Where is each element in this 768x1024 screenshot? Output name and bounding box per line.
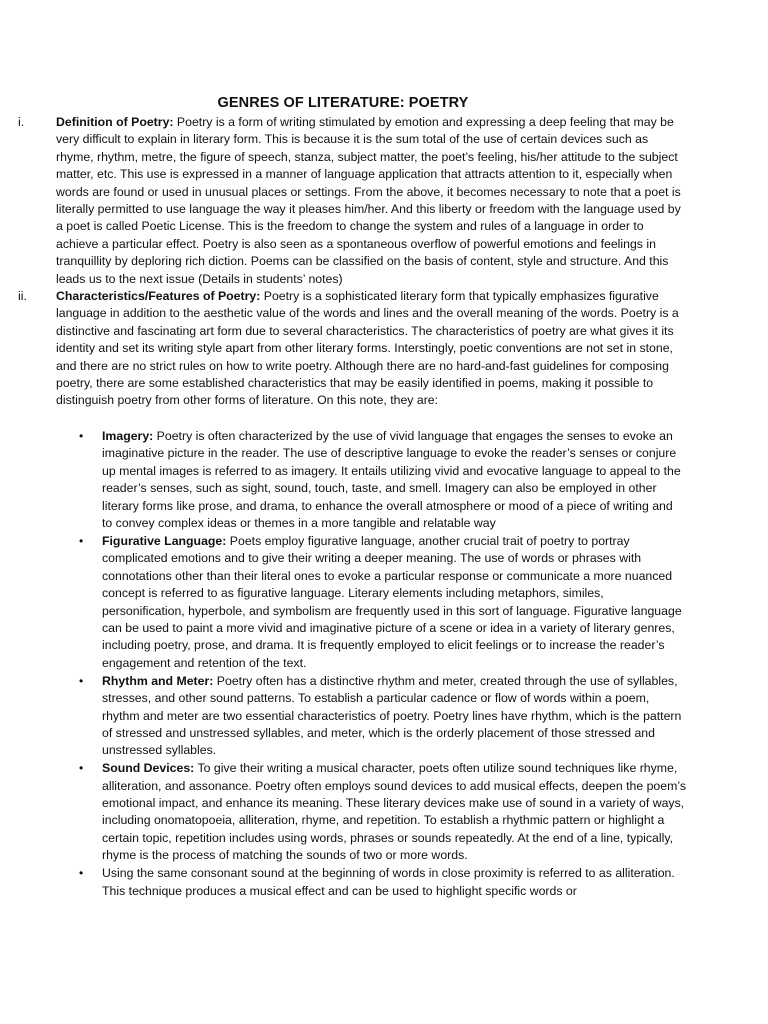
bullet-icon: • <box>79 533 84 548</box>
section-paragraph <box>56 288 684 410</box>
list-item-text: Poetry is often characterized by the use of vivid language that engages the senses to evoke an imaginative picture in the reader. The use of descriptive language to evoke the reader’s senses or conjure up mental images is referred to as imagery. It entails utilizing vivid and evocative language to appeal to the reader’s senses, such as sight, sound, touch, taste, and smell. Imagery can also be employed in other literary forms like prose, and drama, to enhance the overall atmosphere or mood of a piece of writing and to convey complex ideas or themes in a more tangible and relatable way <box>102 429 681 531</box>
section-marker: ii. <box>18 289 27 303</box>
section-paragraph <box>56 114 684 288</box>
section-text: Poetry is a sophisticated literary form that typically emphasizes figurative language in addition to the aesthetic value of the words and lines and the overall meaning of the words. Poetry is a distinctive and fascinating art form due to several characteristics. The characteristics of poetry are what gives it its identity and set its writing style apart from other literary forms. Interstingly, poetic conventions are not set in stone, and there are no strict rules on how to write poetry. Although there are no hard-and-fast guidelines for composing poetry, there are some established characteristics that may be easily identified in poems, making it possible to distinguish poetry from other forms of literature. On this note, they are: <box>56 289 679 408</box>
characteristics-list <box>79 428 687 900</box>
list-item-text: To give their writing a musical character, poets often utilize sound techniques like rhyme, alliteration, and assonance. Poetry often employs sound devices to add musical effects, deepen the poem’s emotional impact, and enhance its meaning. These literary devices make use of sound in a variety of ways, including onomatopoeia, alliteration, rhyme, and repetition. To establish a rhythmic pattern or highlight a certain topic, repetition includes using words, phrases or sounds repeatedly. At the end of a line, typically, rhyme is the process of matching the sounds of two or more words. <box>102 761 687 863</box>
section-heading: Definition of Poetry: <box>56 115 174 129</box>
section-marker: i. <box>18 115 25 129</box>
list-item-alliteration <box>79 865 686 900</box>
page-title: GENRES OF LITERATURE: POETRY <box>217 95 469 111</box>
list-item-heading: Rhythm and Meter: <box>102 673 214 688</box>
bullet-icon: • <box>79 761 84 776</box>
section-heading: Characteristics/Features of Poetry: <box>56 289 261 303</box>
list-item-rhythm-meter <box>79 673 686 760</box>
list-item-heading: Sound Devices: <box>102 761 195 776</box>
bullet-icon: • <box>79 429 84 443</box>
list-item-heading: Figurative Language: <box>102 533 227 548</box>
section-definition <box>18 114 684 288</box>
bullet-icon: • <box>79 866 84 881</box>
section-text: Poetry is a form of writing stimulated by emotion and expressing a deep feeling that may be very difficult to explain in literary form. This is because it is the sum total of the use of certain devices such as rhyme, rhythm, metre, the figure of speech, stanza, subject matter, the poet’s feeling, his/her attitude to the subject matter, etc. This use is expressed in a manner of language application that attracts attention to it, especially when words are found or used in unusual places or settings. From the above, it becomes necessary to note that a poet is literally permitted to use language the way it pleases him/her. And this liberty or freedom with the language used by a poet is called Poetic License. This is the freedom to change the system and rules of a language in order to achieve a particular effect. Poetry is also seen as a spontaneous overflow of powerful emotions and feelings in tranquillity by deploring rich diction. Poems can be classified on the basis of content, style and structure. And this leads us to the next issue (Details in students’ notes) <box>56 115 681 286</box>
list-item-sound-devices <box>79 760 687 864</box>
list-item-heading: Imagery: <box>102 429 154 443</box>
section-characteristics <box>18 288 684 410</box>
bullet-icon: • <box>79 673 84 688</box>
list-item-text: Using the same consonant sound at the beginning of words in close proximity is referred to as alliteration. This technique produces a musical effect and can be used to highlight specific words or <box>102 866 675 898</box>
list-item-imagery <box>79 428 686 532</box>
list-item-figurative-language <box>79 533 686 672</box>
list-item-text: Poetry often has a distinctive rhythm and meter, created through the use of syllables, stresses, and other sound patterns. To establish a particular cadence or flow of words within a poem, rhythm and meter are two essential characteristics of poetry. Poetry lines have rhythm, which is the pattern of stressed and unstressed syllables, and meter, which is the orderly placement of those stressed and unstressed syllables. <box>102 673 682 758</box>
list-item-text: Poets employ figurative language, another crucial trait of poetry to portray complicated emotions and to give their writing a deeper meaning. The use of words or phrases with connotations other than their literal ones to evoke a particular response or communicate a more nuanced concept is referred to as figurative language. Literary elements including metaphors, similes, personification, hyperbole, and symbolism are frequently used in this sort of language. Figurative language can be used to paint a more vivid and imaginative picture of a scene or idea in a variety of literary genres, including poetry, prose, and drama. It is frequently employed to elicit feelings or to increase the reader’s engagement and retention of the text. <box>102 533 682 670</box>
